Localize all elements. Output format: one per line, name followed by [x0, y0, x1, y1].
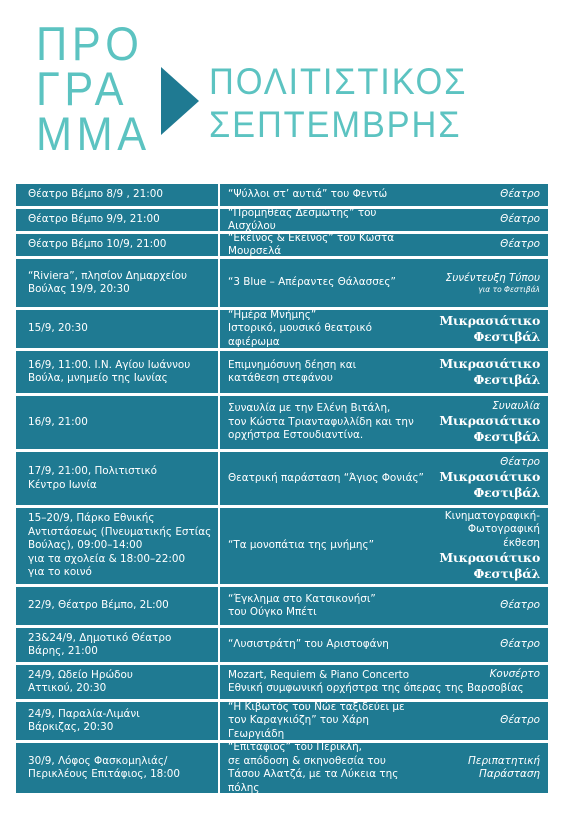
event-type	[430, 310, 548, 348]
festival-label: Μικρασιάτικο	[439, 550, 540, 566]
event-row	[16, 259, 548, 307]
event-what: Συναυλία με την Ελένη Βιτάλη, τον Κώστα Τριανταφυλλίδη και την ορχήστρα Εστουδιαντίνα.	[228, 402, 414, 442]
festival-label: Φεστιβάλ	[473, 372, 540, 387]
arrow-icon	[161, 67, 199, 135]
festival-label: Μικρασιάτικο	[439, 356, 540, 371]
event-type: Θέατρο	[500, 238, 540, 251]
festival-label: Φεστιβάλ	[473, 329, 540, 344]
event-what: “Προμηθέας Δεσμώτης” του Αισχύλου	[228, 206, 377, 232]
event-what: Θεατρική παράσταση “Άγιος Φονιάς”	[228, 471, 424, 484]
event-row	[16, 396, 548, 449]
event-when: “Riviera”, πλησίον Δημαρχείου Βούλας 19/9, 20:30	[16, 259, 220, 307]
event-when: 24/9, Ωδείο Ηρώδου Αττικού, 20:30	[16, 665, 220, 699]
event-what: “Επιτάφιος” του Περικλή, σε απόδοση & σκηνοθεσία του Τάσου Αλατζά, με τα Λύκεια της πόλης	[228, 741, 399, 794]
event-when: 16/9, 21:00	[16, 396, 220, 449]
event-type: Θέατρο Μικρασιάτικο Φεστιβάλ	[439, 455, 540, 501]
event-when: 22/9, Θέατρο Βέμπο, 2L:00	[16, 587, 220, 625]
event-type: Κονσέρτο	[489, 668, 540, 680]
festival-label: Μικρασιάτικο	[439, 469, 540, 485]
event-type: Θέατρο	[500, 638, 540, 651]
event-type: Θέατρο	[500, 213, 540, 226]
event-what: “Ημέρα Μνήμης” Ιστορικό, μουσικό θεατρικό αφιέρωμα	[228, 308, 372, 348]
event-what: “Τα μονοπάτια της μνήμης”	[228, 539, 374, 552]
event-when: 16/9, 11:00. Ι.Ν. Αγίου Ιωάννου Βούλα, μνημείο της Ιωνίας	[16, 351, 220, 393]
festival-label: Φεστιβάλ	[473, 566, 540, 582]
subtitle-line: ΣΕΠΤΕΜΒΡΗΣ	[209, 104, 462, 145]
event-type: Συνέντευξη Τύπου για το Φεστιβάλ	[445, 271, 540, 295]
event-what: “Ψύλλοι στ’ αυτιά” του Φεντώ	[228, 188, 388, 201]
festival-label: Φεστιβάλ	[473, 485, 540, 501]
event-type	[430, 351, 548, 393]
header	[0, 0, 564, 180]
event-type: Κινηματογραφική- Φωτογραφική έκθεση Μικρασιάτικο Φεστιβάλ	[439, 509, 540, 582]
event-row	[16, 452, 548, 505]
event-row	[16, 628, 548, 662]
event-row	[16, 310, 548, 348]
event-type: Συναυλία Μικρασιάτικο Φεστιβάλ	[439, 399, 540, 445]
event-what: “Λυσιστράτη” του Αριστοφάνη	[228, 638, 389, 651]
event-what: “Εκείνος & Εκείνος” του Κώστα Μουρσελά	[228, 231, 395, 257]
event-what: Επιμνημόσυνη δέηση και κατάθεση στεφάνου	[228, 358, 357, 384]
program-title	[36, 17, 151, 160]
event-when: Θέατρο Βέμπο 8/9 , 21:00	[16, 184, 220, 206]
event-when: 17/9, 21:00, Πολιτιστικό Κέντρο Ιωνία	[16, 452, 220, 505]
event-what: “Η Κιβωτός του Νώε ταξιδεύει με τον Καραγκιόζη” του Χάρη Γεωργιάδη	[228, 700, 405, 740]
event-row	[16, 206, 548, 232]
event-row	[16, 587, 548, 625]
event-when: 24/9, Παραλία-Λιμάνι Βάρκιζας, 20:30	[16, 702, 220, 740]
event-row	[16, 508, 548, 584]
festival-label: Μικρασιάτικο	[439, 413, 540, 429]
event-type: Θέατρο	[500, 599, 540, 612]
event-row	[16, 743, 548, 793]
event-row	[16, 351, 548, 393]
program-title-line: ΜΜΑ	[36, 107, 151, 160]
event-type: Θέατρο	[500, 188, 540, 201]
event-when: Θέατρο Βέμπο 9/9, 21:00	[16, 209, 220, 231]
festival-label: Φεστιβάλ	[473, 429, 540, 445]
subtitle-line: ΠΟΛΙΤΙΣΤΙΚΟΣ	[209, 61, 468, 102]
event-when: 15–20/9, Πάρκο Εθνικής Αντιστάσεως (Πνευματικής Εστίας Βούλας), 09:00–14:00 για τα σχολεία & 18:00–22:00 για το κοινό	[16, 508, 220, 584]
event-what: “3 Blue – Απέραντες Θάλασσες”	[228, 276, 396, 289]
event-what: Mozart, Requiem & Piano Concerto Εθνική συμφωνική ορχήστρα της όπερας της Βαρσοβίας	[228, 668, 524, 694]
event-when: 15/9, 20:30	[16, 310, 220, 348]
event-type: Περιπατητική Παράσταση	[468, 754, 540, 780]
program-title-line: ΠΡΟ	[36, 17, 144, 70]
events-table	[16, 184, 548, 796]
program-title-line: ΓΡΑ	[36, 62, 129, 115]
event-row	[16, 231, 548, 257]
cultural-september-title	[209, 60, 467, 146]
event-type: Θέατρο	[500, 714, 540, 727]
festival-label: Μικρασιάτικο	[439, 313, 540, 328]
event-when: Θέατρο Βέμπο 10/9, 21:00	[16, 234, 220, 256]
event-when: 30/9, Λόφος Φασκομηλιάς/ Περικλέους Επιτάφιος, 18:00	[16, 743, 220, 793]
event-type-note: για το Φεστιβάλ	[478, 285, 540, 295]
event-row	[16, 702, 548, 740]
event-when: 23&24/9, Δημοτικό Θέατρο Βάρης, 21:00	[16, 628, 220, 662]
event-row	[16, 184, 548, 206]
event-what: “Έγκλημα στο Κατσικονήσι” του Ούγκο Μπέτι	[228, 592, 376, 618]
event-row	[16, 665, 548, 699]
